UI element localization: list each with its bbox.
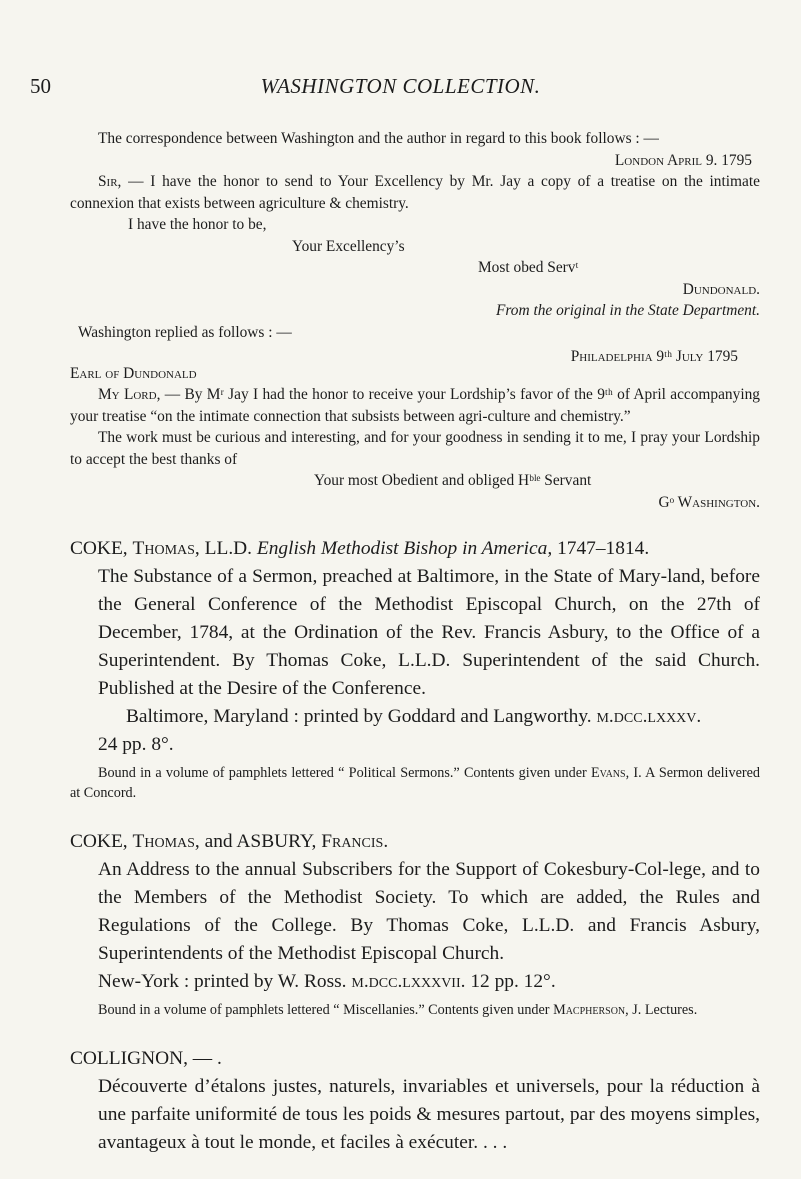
entry-imprint-line: [70, 968, 760, 996]
letter1-close-2: Your Excellency’s: [292, 237, 405, 255]
entry-collation: 24 pp. 8°.: [98, 734, 174, 755]
entry-author-1-forename: Thomas,: [132, 831, 200, 852]
letter1-dateline: London April 9. 1795: [614, 151, 752, 169]
entry-imprint-line: [70, 703, 760, 731]
letter1-source: From the original in the State Department.: [495, 302, 760, 319]
entry-heading-conjunction: and: [204, 831, 233, 852]
letter1-signature: Dundonald.: [682, 280, 760, 298]
letter2-body-1: By Mʳ Jay I had the honor to receive your Lordship’s favor of the 9ᵗʰ of April accompanying your treatise “on the intimate connection that subsists between agri-culture and chemistry.”: [70, 386, 760, 425]
letter1-body-paragraph: [70, 171, 760, 214]
entry-note-ref: Evans,: [590, 765, 630, 781]
entry-description: An Address to the annual Subscribers for the Support of Cokesbury-Col-lege, and to the Members of the Methodist Society. To which are added, the Rules and Regulations of the College. By Thomas Coke, L.L.D. and Francis Asbury, Superintendents of the Methodist Episcopal Church.: [98, 859, 760, 964]
entry-coke-asbury-address: [70, 828, 760, 1020]
letter1-close-3: Most obed Servᵗ: [478, 259, 579, 276]
letter2-body-2: The work must be curious and interesting, and for your goodness in sending it to me, I pray your Lordship to accept the best thanks of: [70, 429, 760, 468]
reply-intro: Washington replied as follows : —: [78, 323, 292, 341]
letter1-salutation: Sir, —: [98, 173, 144, 190]
entry-heading: [70, 535, 760, 563]
letter2-dateline: Philadelphia 9ᵗʰ July 1795: [570, 348, 738, 365]
entry-author-forename: Thomas,: [132, 538, 200, 559]
letter2-signature: Gᵒ Washington.: [658, 493, 760, 511]
entry-note-line: [70, 1000, 760, 1020]
entry-heading: [70, 828, 760, 856]
running-head: WASHINGTON COLLECTION.: [260, 74, 541, 98]
entry-note: Bound in a volume of pamphlets lettered “ Political Sermons.” Contents given under: [98, 765, 587, 781]
correspondence-section: [70, 128, 760, 513]
entry-collignon: [70, 1045, 760, 1157]
entry-imprint: New-York : printed by W. Ross.: [98, 971, 347, 992]
entry-author-title: English Methodist Bishop in America,: [256, 538, 553, 559]
letter2-salutation: My Lord, —: [98, 386, 181, 403]
entry-heading: COLLIGNON, — .: [70, 1048, 222, 1069]
page-body: [70, 128, 760, 1157]
letter1-close-1: I have the honor to be,: [128, 216, 267, 233]
entry-year: m.dcc.lxxxvii.: [351, 971, 466, 992]
page-number: 50: [30, 74, 51, 98]
entry-author-2: ASBURY,: [236, 831, 317, 852]
entry-author-2-forename: Francis.: [321, 831, 389, 852]
entry-author: COKE,: [70, 538, 128, 559]
entry-note-ref-detail: J. Lectures.: [632, 1002, 698, 1018]
entry-description: Découverte d’étalons justes, naturels, invariables et universels, pour la réduction à une parfaite uniformité de tous les poids & mesures partout, par des moyens simples, avantageux à tout le monde, et faciles à exécuter. . . .: [98, 1076, 760, 1153]
letter2-body-paragraph: [70, 384, 760, 427]
entry-author-degree: LL.D.: [204, 538, 253, 559]
letter1-body: I have the honor to send to Your Excellency by Mr. Jay a copy of a treatise on the intimate connexion that exists between agriculture & chemistry.: [70, 173, 760, 212]
entry-year: m.dcc.lxxxv.: [596, 706, 702, 727]
entry-note-line: [70, 763, 760, 803]
letter2-close: Your most Obedient and obliged Hᵇˡᵉ Servant: [314, 472, 592, 489]
entry-description: The Substance of a Sermon, preached at Baltimore, in the State of Mary-land, before the General Conference of the Methodist Episcopal Church, on the 27th of December, 1784, at the Ordination of the Rev. Francis Asbury, to the Office of a Superintendent. By Thomas Coke, L.L.D. Superintendent of the said Church. Published at the Desire of the Conference.: [98, 566, 760, 699]
letter2-addressee: Earl of Dundonald: [70, 364, 197, 382]
entry-author-dates: 1747–1814.: [557, 538, 650, 559]
entry-note-ref-detail: I. A Sermon delivered at Concord.: [70, 765, 761, 801]
page-header: [0, 74, 801, 104]
entry-note-ref: Macpherson,: [553, 1002, 629, 1018]
correspondence-intro: The correspondence between Washington and the author in regard to this book follows : —: [98, 130, 659, 147]
entry-note: Bound in a volume of pamphlets lettered “ Miscellanies.” Contents given under: [98, 1002, 550, 1018]
entry-imprint: Baltimore, Maryland : printed by Goddard and Langworthy.: [126, 706, 592, 727]
entry-author-1: COKE,: [70, 831, 128, 852]
entry-collation: 12 pp. 12°.: [470, 971, 556, 992]
entry-coke-sermon: [70, 535, 760, 803]
